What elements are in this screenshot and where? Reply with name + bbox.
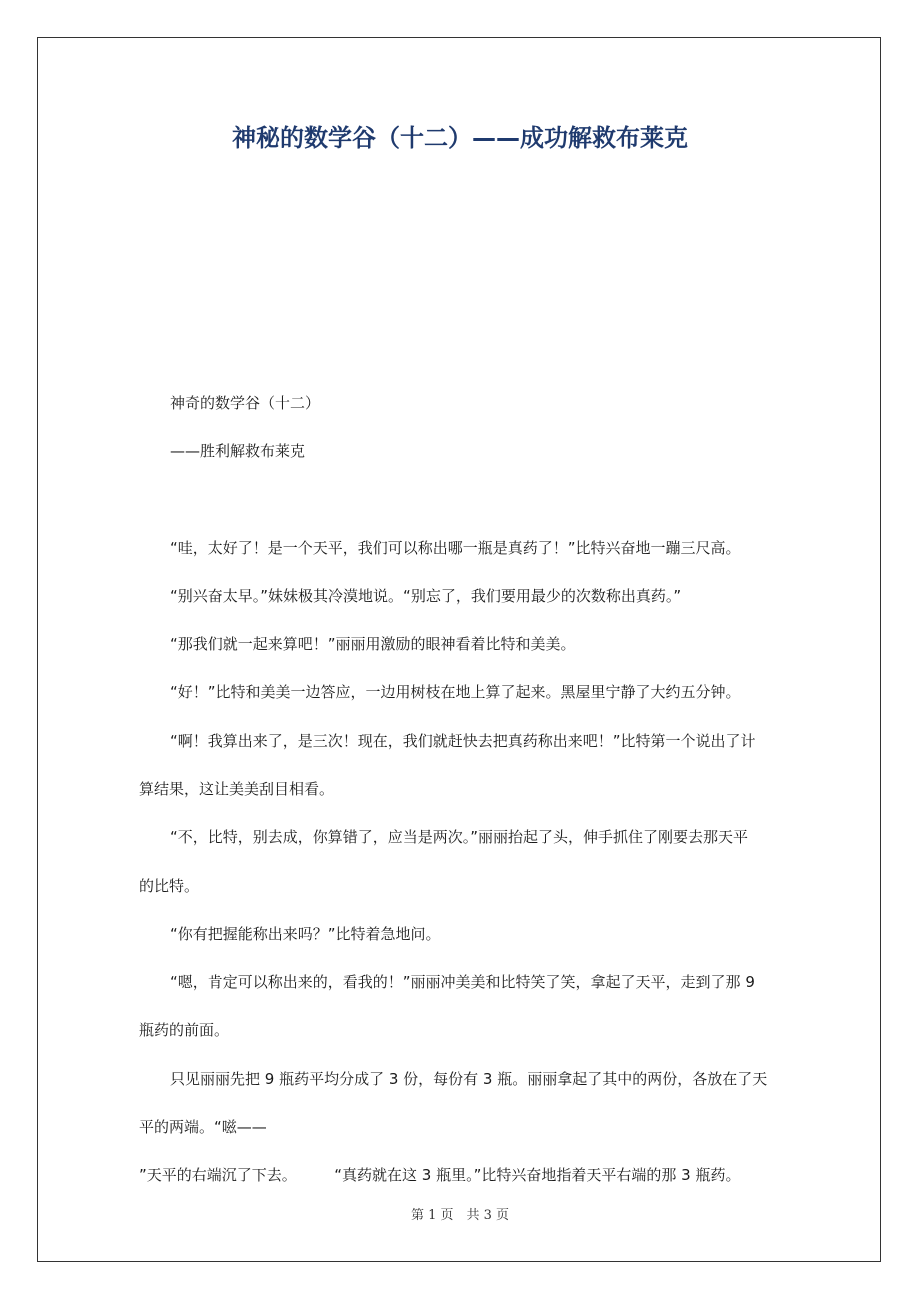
body-line: “啊！我算出来了，是三次！现在，我们就赶快去把真药称出来吧！”比特第一个说出了计 bbox=[170, 732, 756, 750]
body-line: “不，比特，别去成，你算错了，应当是两次。”丽丽抬起了头，伸手抓住了刚要去那天平 bbox=[170, 828, 749, 846]
body-line: “好！”比特和美美一边答应，一边用树枝在地上算了起来。黑屋里宁静了大约五分钟。 bbox=[170, 683, 741, 701]
subheading-series: 神奇的数学谷（十二） bbox=[170, 394, 321, 412]
body-line: “哇，太好了！是一个天平，我们可以称出哪一瓶是真药了！”比特兴奋地一蹦三尺高。 bbox=[170, 539, 741, 557]
body-line: 算结果，这让美美刮目相看。 bbox=[139, 780, 335, 798]
body-line: “别兴奋太早。”妹妹极其冷漠地说。“别忘了，我们要用最少的次数称出真药。” bbox=[170, 587, 682, 605]
body-line: 平的两端。“嗞—— bbox=[139, 1118, 267, 1136]
body-line: 瓶药的前面。 bbox=[139, 1021, 230, 1039]
body-line: “你有把握能称出来吗？”比特着急地问。 bbox=[170, 925, 441, 943]
subheading-chapter: ——胜利解救布莱克 bbox=[170, 442, 306, 460]
document-title: 神秘的数学谷（十二）——成功解救布莱克 bbox=[232, 124, 688, 152]
page-number-footer: 第 1 页 共 3 页 bbox=[410, 1208, 510, 1223]
body-line: 只见丽丽先把 9 瓶药平均分成了 3 份，每份有 3 瓶。丽丽拿起了其中的两份，各放在了天 bbox=[170, 1070, 768, 1088]
body-line: 的比特。 bbox=[139, 877, 200, 895]
body-line: “那我们就一起来算吧！”丽丽用激励的眼神看着比特和美美。 bbox=[170, 635, 576, 653]
body-line: ”天平的右端沉了下去。 “真药就在这 3 瓶里。”比特兴奋地指着天平右端的那 3 瓶药。 bbox=[139, 1166, 741, 1184]
body-line: “嗯，肯定可以称出来的，看我的！”丽丽冲美美和比特笑了笑，拿起了天平，走到了那 9 bbox=[170, 973, 755, 991]
